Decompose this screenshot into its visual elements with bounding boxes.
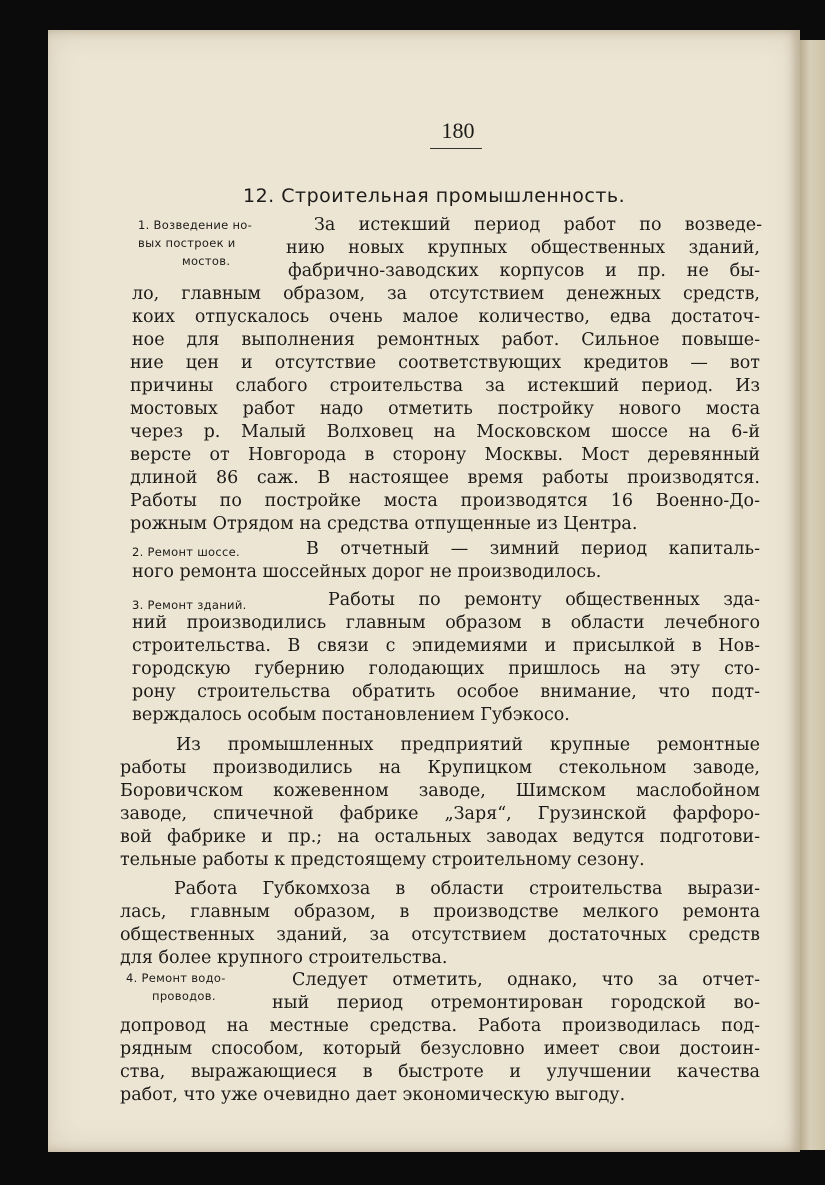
text-line: ства, выражающиеся в быстроте и улучшении качества [120, 1062, 760, 1082]
text-line: строительства. В связи с эпидемиями и присылкой в Нов- [132, 636, 760, 656]
text-line: через р. Малый Волховец на Московском шоссе на 6-й [130, 422, 760, 442]
section-heading: 12. Строительная промышленность. [243, 185, 626, 207]
margin-note: 1. Возведение но- [138, 218, 253, 232]
text-line: Боровичском кожевенном заводе, Шимском маслобойном [120, 781, 760, 801]
text-line: ний производились главным образом в области лечебного [132, 613, 760, 633]
text-line: коих отпускалось очень малое количество, едва достаточ- [132, 307, 760, 327]
text-line: заводе, спичечной фабрике „Заря“, Грузинской фарфоро- [120, 804, 760, 824]
text-line: Работы по ремонту общественных зда- [328, 590, 760, 610]
margin-note: проводов. [152, 989, 216, 1003]
margin-note: 2. Ремонт шоссе. [132, 545, 240, 559]
page-number: 180 [441, 118, 475, 143]
text-line: рожным Отрядом на средства отпущенные из Центра. [130, 514, 638, 534]
text-line: версте от Новгорода в сторону Москвы. Мост деревянный [130, 445, 760, 465]
text-line: работы производились на Крупицком стекольном заводе, [120, 758, 760, 778]
text-line: нию новых крупных общественных зданий, [286, 238, 760, 258]
text-line: Из промышленных предприятий крупные ремонтные [176, 735, 760, 755]
page-content [48, 30, 800, 1152]
margin-note: мостов. [182, 254, 231, 268]
text-line: ного ремонта шоссейных дорог не производилось. [132, 562, 602, 582]
text-line: длиной 86 саж. В настоящее время работы производятся. [130, 468, 760, 488]
text-line: причины слабого строительства за истекший период. Из [130, 376, 760, 396]
text-line: рядным способом, который безусловно имеет свои достоин- [120, 1039, 760, 1059]
text-line: лась, главным образом, в производстве мелкого ремонта [120, 902, 760, 922]
text-line: мостовых работ надо отметить постройку нового моста [130, 399, 760, 419]
text-line: ние цен и отсутствие соответствующих кредитов — вот [130, 353, 760, 373]
text-line: фабрично-заводских корпусов и пр. не бы- [288, 261, 760, 281]
text-line: Работа Губкомхоза в области строительства вырази- [174, 879, 760, 899]
page-number-rule [430, 148, 482, 149]
text-line: вой фабрике и пр.; на остальных заводах ведутся подготови- [120, 827, 760, 847]
margin-note: вых построек и [138, 236, 236, 250]
text-line: В отчетный — зимний период капиталь- [306, 539, 760, 559]
book-page [48, 30, 800, 1152]
text-line: тельные работы к предстоящему строительному сезону. [120, 850, 645, 870]
text-line: ло, главным образом, за отсутствием денежных средств, [132, 284, 760, 304]
text-line: верждалось особым постановлением Губэкосо. [132, 705, 570, 725]
text-line: ный период отремонтирован городской во- [272, 993, 760, 1013]
text-line: городскую губернию голодающих пришлось на эту сто- [132, 659, 760, 679]
margin-note: 3. Ремонт зданий. [132, 598, 247, 612]
margin-note: 4. Ремонт водо- [126, 971, 226, 985]
text-line: Следует отметить, однако, что за отчет- [292, 970, 760, 990]
text-line: Работы по постройке моста производятся 16 Военно-До- [130, 491, 760, 511]
adjacent-page-edge [800, 40, 825, 1150]
text-line: для более крупного строительства. [120, 948, 448, 968]
text-line: общественных зданий, за отсутствием достаточных средств [120, 925, 760, 945]
text-line: работ, что уже очевидно дает экономическую выгоду. [120, 1085, 626, 1105]
text-line: рону строительства обратить особое внимание, что подт- [132, 682, 760, 702]
text-line: допровод на местные средства. Работа производилась под- [120, 1016, 760, 1036]
text-line: ное для выполнения ремонтных работ. Сильное повыше- [132, 330, 760, 350]
text-line: За истекший период работ по возведе- [314, 215, 762, 235]
